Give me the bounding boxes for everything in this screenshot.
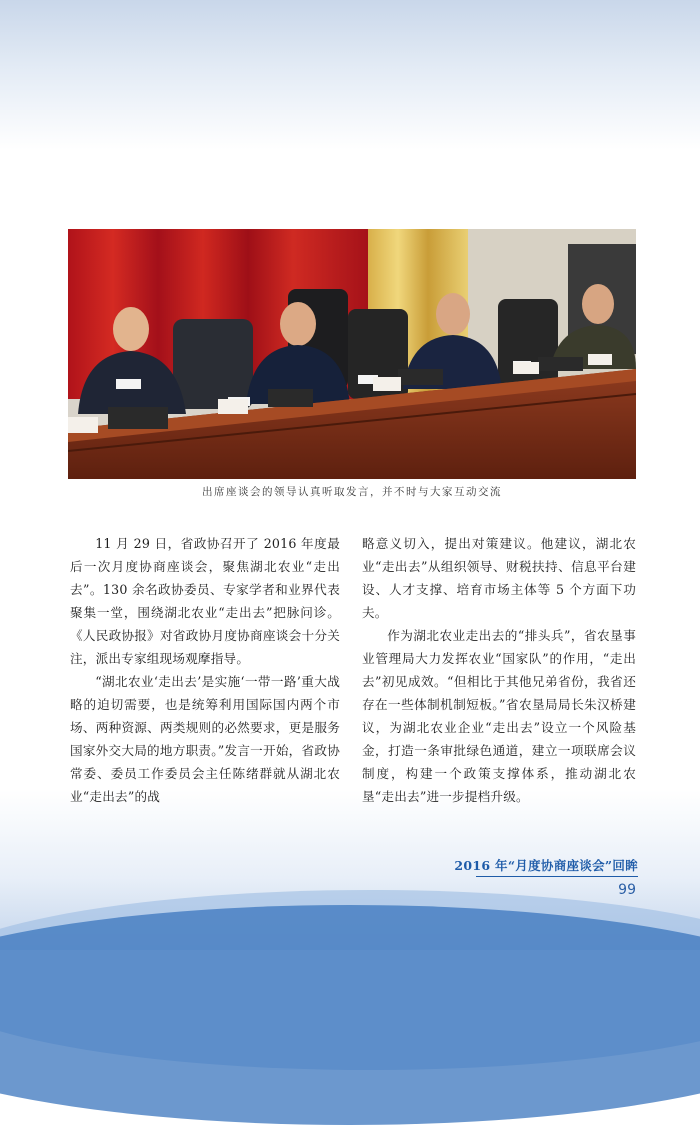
article-column-left bbox=[70, 532, 340, 808]
page-number: 99 bbox=[618, 882, 636, 898]
paragraph: 11 月 29 日，省政协召开了 2016 年度最后一次月度协商座谈会，聚焦湖北农业“走出去”。130 余名政协委员、专家学者和业界代表聚集一堂，围绕湖北农业“走出去”把脉问诊。《人民政协报》对省政协月度协商座谈会十分关注，派出专家组现场观摩指导。 bbox=[70, 536, 340, 666]
photo-caption: 出席座谈会的领导认真听取发言，并不时与大家互动交流 bbox=[202, 486, 502, 498]
paragraph: 作为湖北农业走出去的“排头兵”，省农垦事业管理局大力发挥农业“国家队”的作用，“走出去”初见成效。“但相比于其他兄弟省份，我省还存在一些体制机制短板。”省农垦局局长朱汉桥建议，为湖北农业企业“走出去”设立一个风险基金，打造一条审批绿色通道，建立一项联席会议制度，构建一个政策支撑体系，推动湖北农垦“走出去”进一步提档升级。 bbox=[362, 628, 636, 804]
paragraph: 略意义切入，提出对策建议。他建议，湖北农业“走出去”从组织领导、财税扶持、信息平台建设、人才支撑、培育市场主体等 5 个方面下功夫。 bbox=[362, 536, 636, 620]
top-decorative-wash bbox=[0, 0, 700, 150]
meeting-photo bbox=[68, 229, 636, 479]
series-title: 2016 年“月度协商座谈会”回眸 bbox=[454, 858, 638, 873]
bottom-arc-dark bbox=[0, 905, 700, 1125]
footer-divider bbox=[476, 876, 638, 877]
article-column-right bbox=[362, 532, 636, 808]
paragraph: “湖北农业‘走出去’是实施‘一带一路’重大战略的迫切需要，也是统筹利用国际国内两个市场、两种资源、两类规则的必然要求，更是服务国家外交大局的地方职责。”发言一开始，省政协常委、委员工作委员会主任陈绪群就从湖北农业“走出去”的战 bbox=[70, 674, 340, 804]
